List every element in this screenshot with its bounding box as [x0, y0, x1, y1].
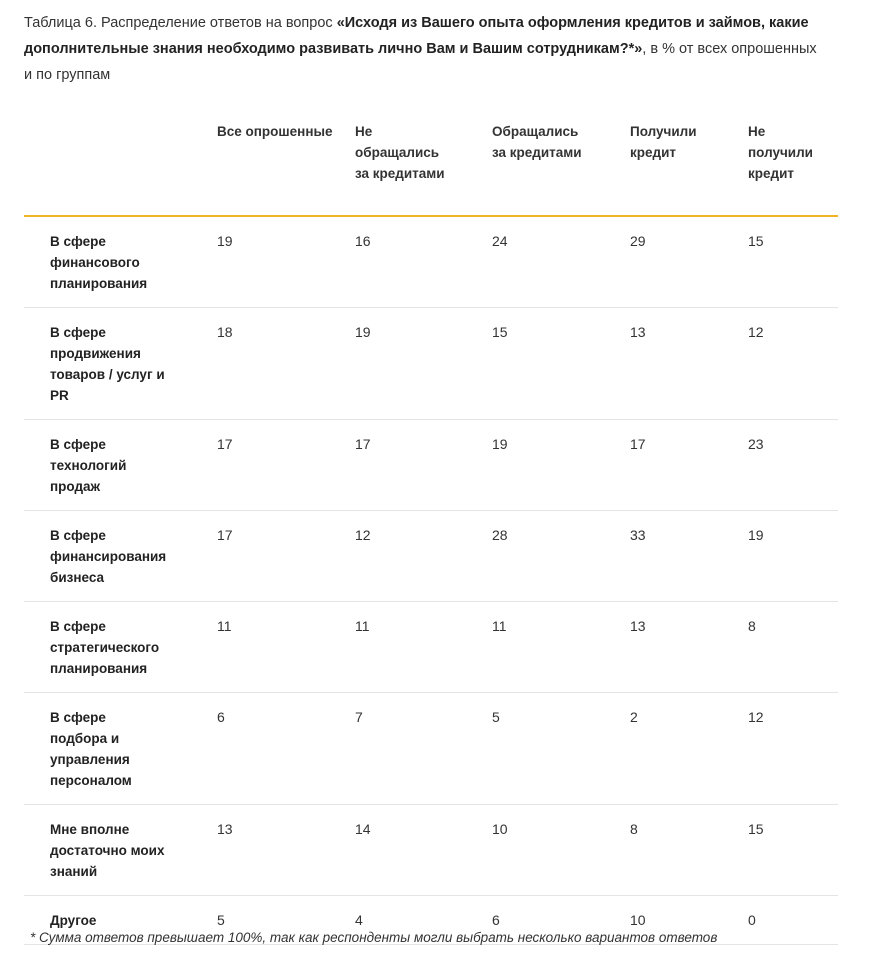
- row-label: Другое: [50, 913, 97, 928]
- caption-suffix: , в % от всех опрошенных и по группам: [24, 41, 817, 83]
- corner-cell: [24, 114, 217, 216]
- cell-value: 10: [492, 821, 508, 837]
- cell-value: 18: [217, 324, 233, 340]
- cell-value: 10: [630, 912, 646, 928]
- row-label: В сфере финансирования бизнеса: [50, 528, 167, 585]
- cell-value: 19: [355, 324, 371, 340]
- cell-value: 15: [748, 233, 764, 249]
- table-row: [24, 693, 838, 805]
- cell-value: 6: [492, 912, 500, 928]
- cell-value: 15: [492, 324, 508, 340]
- cell-value: 17: [355, 436, 371, 452]
- cell-value: 13: [630, 324, 646, 340]
- column-header: Обращались за кредитами: [492, 124, 582, 160]
- table-row: [24, 308, 838, 420]
- table-row: [24, 602, 838, 693]
- cell-value: 17: [217, 436, 233, 452]
- table-row: [24, 511, 838, 602]
- cell-value: 23: [748, 436, 764, 452]
- results-table: [24, 114, 838, 945]
- cell-value: 4: [355, 912, 363, 928]
- table-row: [24, 420, 838, 511]
- column-header: Не получили кредит: [748, 124, 813, 181]
- cell-value: 11: [355, 618, 370, 634]
- cell-value: 24: [492, 233, 508, 249]
- cell-value: 8: [748, 618, 756, 634]
- cell-value: 12: [748, 324, 764, 340]
- cell-value: 33: [630, 527, 646, 543]
- cell-value: 11: [492, 618, 507, 634]
- cell-value: 5: [217, 912, 225, 928]
- cell-value: 7: [355, 709, 363, 725]
- row-label: В сфере финансового планирования: [50, 234, 148, 291]
- column-header: Все опрошенные: [217, 124, 333, 139]
- cell-value: 17: [217, 527, 233, 543]
- cell-value: 2: [630, 709, 638, 725]
- column-header: Получили кредит: [630, 124, 697, 160]
- cell-value: 15: [748, 821, 764, 837]
- cell-value: 19: [748, 527, 764, 543]
- cell-value: 12: [355, 527, 371, 543]
- cell-value: 19: [492, 436, 508, 452]
- row-label: В сфере технологий продаж: [50, 437, 127, 494]
- row-label: В сфере подбора и управления персоналом: [50, 710, 132, 788]
- row-label: В сфере продвижения товаров / услуг и PR: [50, 325, 165, 403]
- cell-value: 16: [355, 233, 371, 249]
- cell-value: 19: [217, 233, 233, 249]
- cell-value: 8: [630, 821, 638, 837]
- cell-value: 12: [748, 709, 764, 725]
- cell-value: 0: [748, 912, 756, 928]
- column-header: Не обращались за кредитами: [355, 124, 445, 181]
- caption-prefix: Таблица 6. Распределение ответов на вопрос: [24, 15, 337, 31]
- footnote: * Сумма ответов превышает 100%, так как респонденты могли выбрать несколько вариантов ответов: [30, 930, 718, 945]
- table-caption: [24, 10, 824, 88]
- cell-value: 5: [492, 709, 500, 725]
- cell-value: 29: [630, 233, 646, 249]
- cell-value: 17: [630, 436, 646, 452]
- cell-value: 14: [355, 821, 371, 837]
- table-row: [24, 216, 838, 308]
- cell-value: 6: [217, 709, 225, 725]
- caption-question: «Исходя из Вашего опыта оформления кредитов и займов, какие дополнительные знания необходимо развивать лично Вам и Вашим сотрудникам?*»: [24, 15, 809, 57]
- cell-value: 11: [217, 618, 232, 634]
- cell-value: 13: [217, 821, 233, 837]
- cell-value: 28: [492, 527, 508, 543]
- cell-value: 13: [630, 618, 646, 634]
- table-row: [24, 805, 838, 896]
- row-label: Мне вполне достаточно моих знаний: [50, 822, 165, 879]
- row-label: В сфере стратегического планирования: [50, 619, 160, 676]
- table-header-row: [24, 114, 838, 216]
